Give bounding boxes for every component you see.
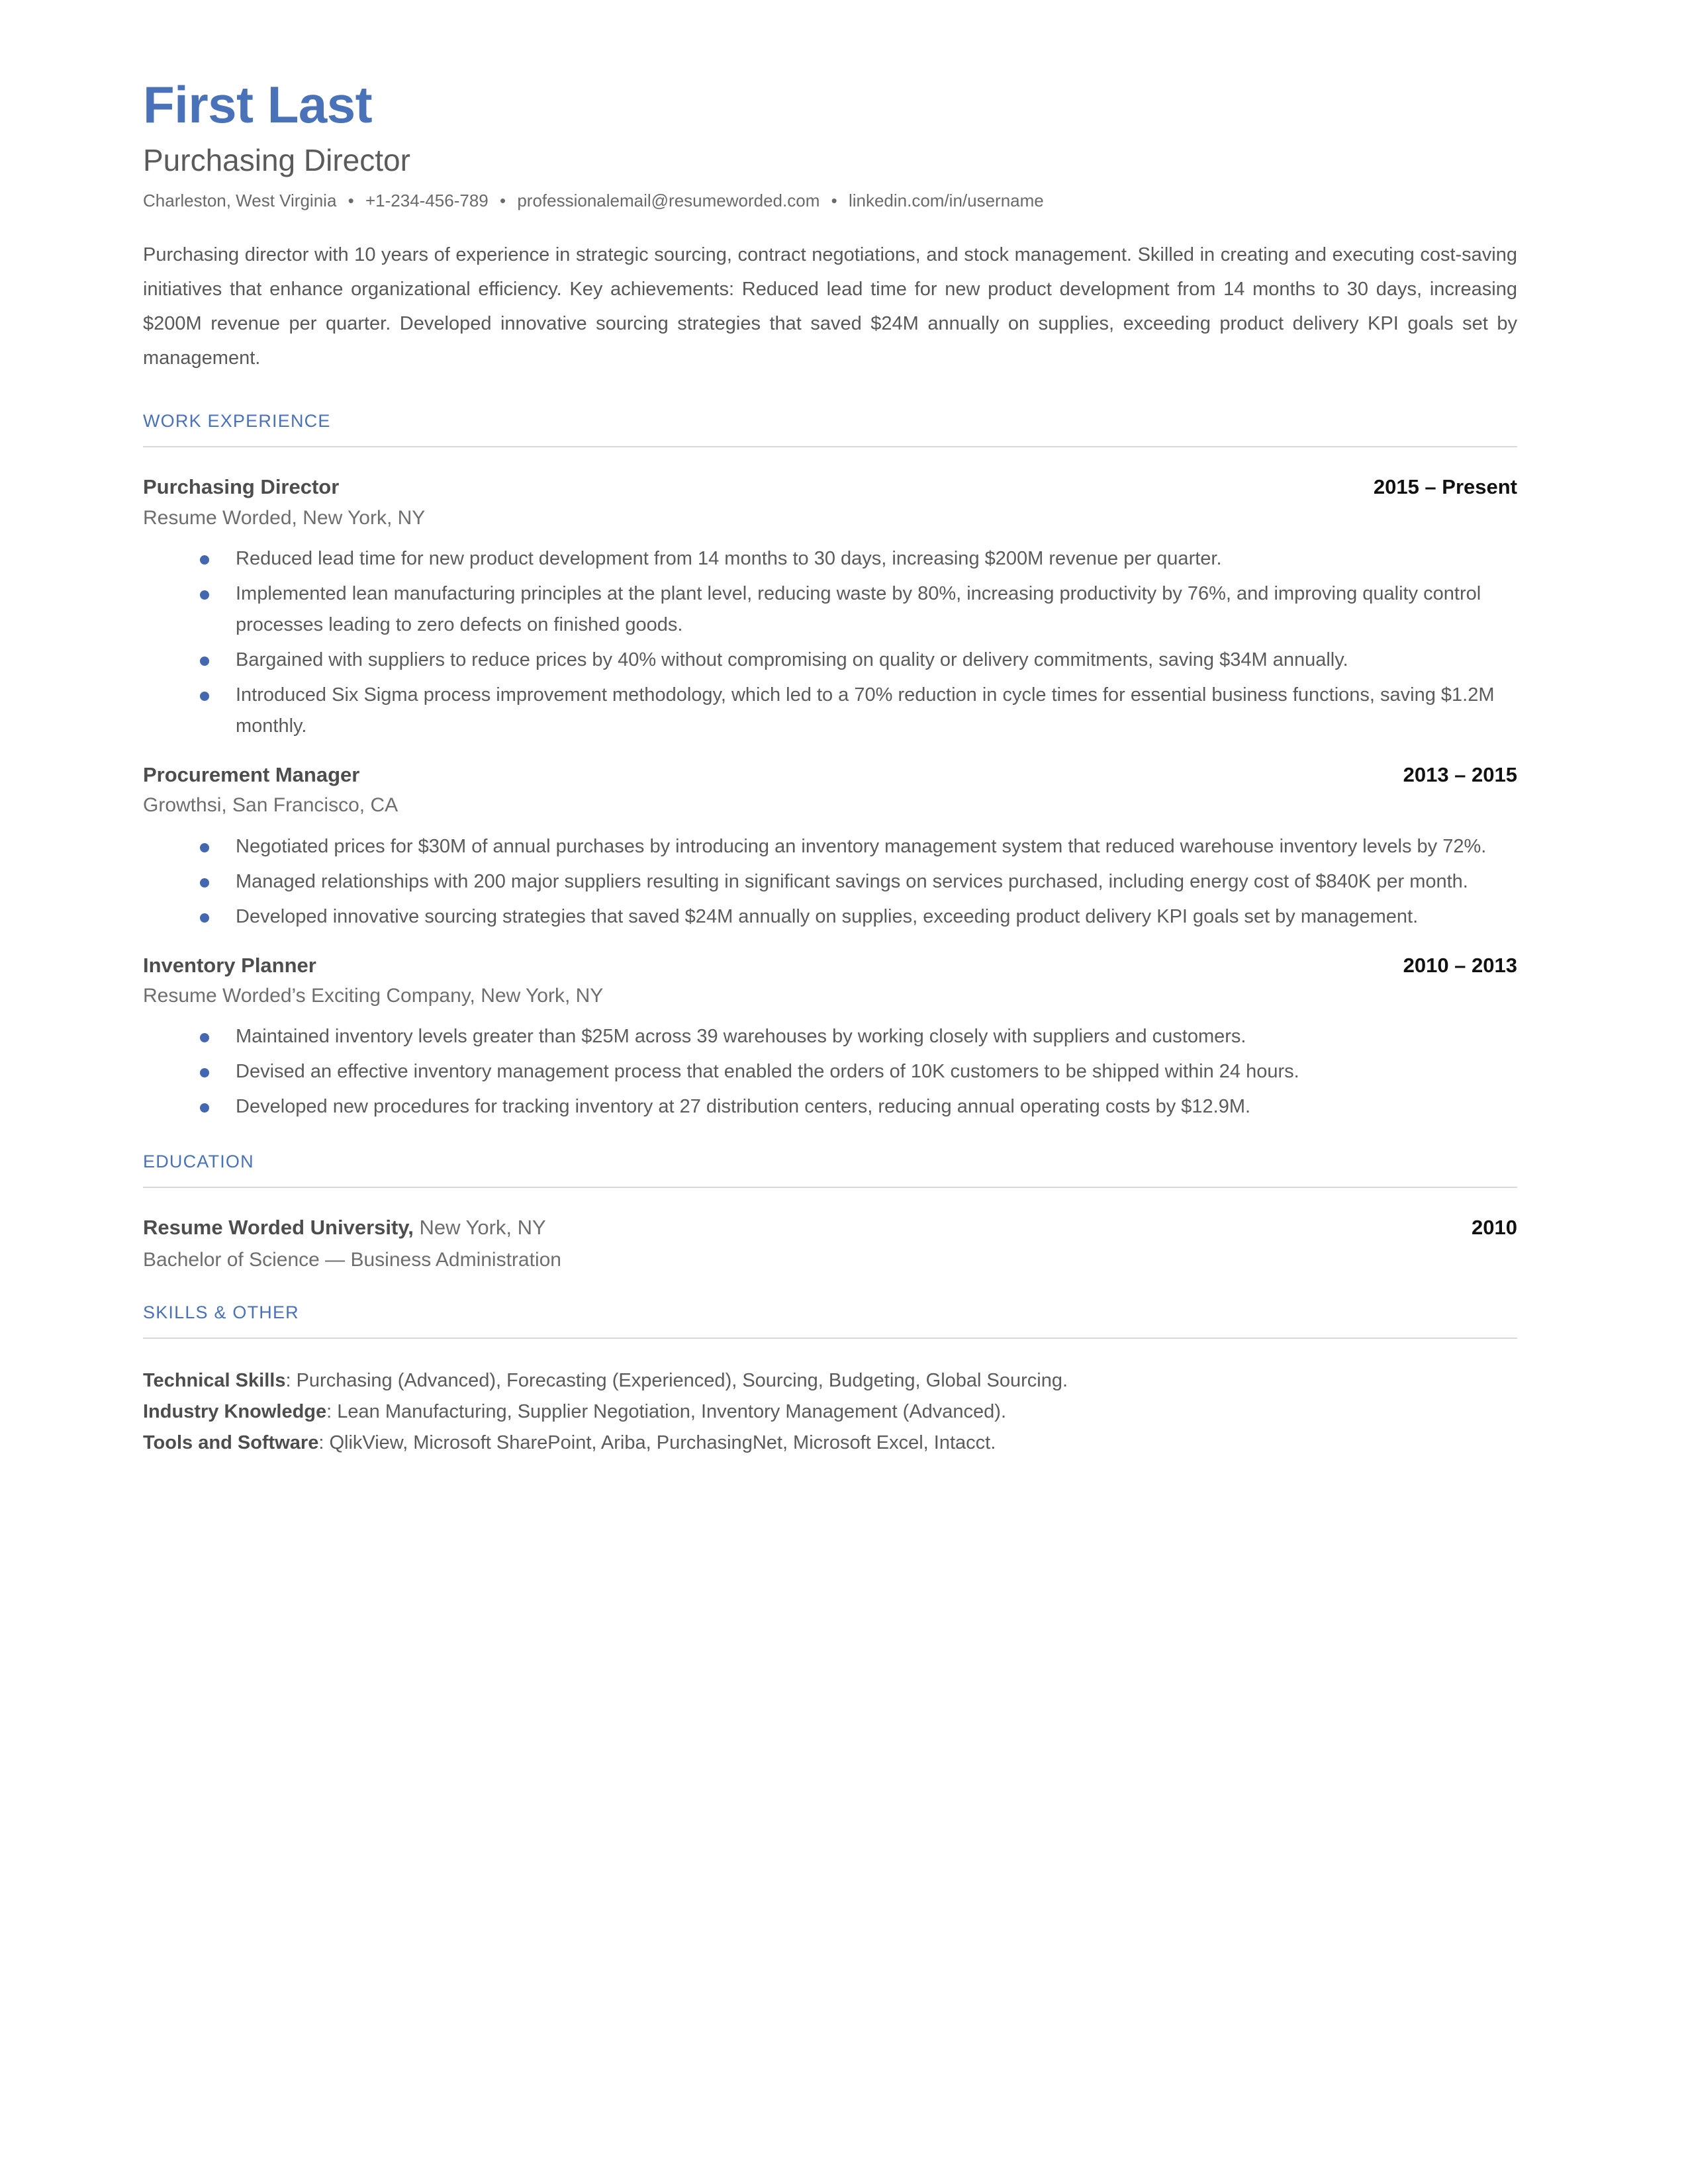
work-entry — [143, 762, 1517, 933]
resume-header — [143, 75, 1517, 212]
job-bullet-list — [143, 831, 1517, 933]
candidate-name: First Last — [143, 75, 373, 134]
candidate-headline: Purchasing Director — [143, 142, 410, 177]
job-bullet: Bargained with suppliers to reduce prices by 40% without compromising on quality or delivery commitments, saving $34M annually. — [196, 645, 1517, 676]
education-entry — [143, 1214, 1517, 1273]
skill-category-value: : QlikView, Microsoft SharePoint, Ariba, PurchasingNet, Microsoft Excel, Intacct. — [318, 1432, 996, 1454]
skill-row — [143, 1428, 1517, 1459]
contact-email[interactable]: professionalemail@resumeworded.com — [517, 190, 820, 210]
education-entry-header — [143, 1214, 1517, 1241]
contact-separator-2: • — [499, 190, 506, 210]
skill-category-label: Industry Knowledge — [143, 1401, 327, 1423]
skills-list — [143, 1365, 1517, 1459]
section-title-education: EDUCATION — [143, 1152, 254, 1172]
job-bullet: Devised an effective inventory management process that enabled the orders of 10K customers to be shipped within 24 hours. — [196, 1056, 1517, 1087]
job-company-location: Resume Worded’s Exciting Company, New York, NY — [143, 984, 604, 1007]
job-date-range: 2010 – 2013 — [1403, 953, 1517, 977]
education-school-name: Resume Worded University, — [143, 1216, 414, 1240]
section-education — [143, 1152, 1517, 1273]
work-entry-header — [143, 474, 1517, 500]
work-entry-header — [143, 952, 1517, 979]
section-title-work-experience: WORK EXPERIENCE — [143, 411, 331, 432]
section-skills — [143, 1302, 1517, 1459]
section-work-experience — [143, 411, 1517, 1122]
contact-location: Charleston, West Virginia — [143, 190, 337, 210]
job-date-range: 2013 – 2015 — [1403, 762, 1517, 786]
professional-summary: Purchasing director with 10 years of experience in strategic sourcing, contract negotiations, and stock management. Skilled in creating and executing cost-saving initiatives that enhance organizational efficiency. Key achievements: Reduced lead time for new product development from 14 months to 30 days, increasing $200M revenue per quarter. Developed innovative sourcing strategies that saved $24M annually on supplies, exceeding product delivery KPI goals set by management. — [143, 244, 1517, 369]
skill-category-label: Technical Skills — [143, 1370, 286, 1392]
work-entry-header — [143, 762, 1517, 788]
job-bullet-list — [143, 1021, 1517, 1122]
section-divider-work — [143, 446, 1517, 447]
education-date: 2010 — [1472, 1216, 1517, 1240]
job-date-range: 2015 – Present — [1373, 475, 1517, 499]
job-company-location: Growthsi, San Francisco, CA — [143, 794, 399, 817]
job-bullet-list — [143, 543, 1517, 742]
work-entry — [143, 952, 1517, 1123]
contact-phone[interactable]: +1-234-456-789 — [365, 190, 489, 210]
section-title-skills: SKILLS & OTHER — [143, 1302, 299, 1323]
education-degree: Bachelor of Science — Business Administration — [143, 1248, 561, 1271]
job-title: Purchasing Director — [143, 475, 340, 499]
job-bullet: Developed innovative sourcing strategies that saved $24M annually on supplies, exceeding product delivery KPI goals set by management. — [196, 901, 1517, 933]
work-entry — [143, 474, 1517, 742]
skill-category-label: Tools and Software — [143, 1432, 319, 1454]
job-bullet: Reduced lead time for new product development from 14 months to 30 days, increasing $200M revenue per quarter. — [196, 543, 1517, 574]
skill-category-value: : Purchasing (Advanced), Forecasting (Experienced), Sourcing, Budgeting, Global Sourcing. — [285, 1370, 1068, 1392]
job-bullet: Introduced Six Sigma process improvement methodology, which led to a 70% reduction in cycle times for essential business functions, saving $1.2M monthly. — [196, 680, 1517, 742]
job-title: Procurement Manager — [143, 762, 360, 786]
contact-separator-3: • — [831, 190, 837, 210]
skill-category-value: : Lean Manufacturing, Supplier Negotiation, Inventory Management (Advanced). — [326, 1401, 1007, 1423]
job-bullet: Negotiated prices for $30M of annual purchases by introducing an inventory management system that reduced warehouse inventory levels by 72%. — [196, 831, 1517, 862]
education-school-line — [143, 1214, 546, 1241]
job-company-location: Resume Worded, New York, NY — [143, 506, 426, 529]
job-bullet: Managed relationships with 200 major suppliers resulting in significant savings on services purchased, including energy cost of $840K per month. — [196, 866, 1517, 897]
job-bullet: Developed new procedures for tracking inventory at 27 distribution centers, reducing annual operating costs by $12.9M. — [196, 1091, 1517, 1122]
job-title: Inventory Planner — [143, 953, 316, 977]
contact-linkedin[interactable]: linkedin.com/in/username — [848, 190, 1044, 210]
contact-line — [143, 190, 1517, 212]
education-school-location: New York, NY — [413, 1216, 546, 1240]
job-bullet: Maintained inventory levels greater than $25M across 39 warehouses by working closely with suppliers and customers. — [196, 1021, 1517, 1052]
skill-row — [143, 1365, 1517, 1396]
contact-separator-1: • — [348, 190, 354, 210]
skill-row — [143, 1396, 1517, 1428]
job-bullet: Implemented lean manufacturing principles at the plant level, reducing waste by 80%, increasing productivity by 76%, and improving quality control processes leading to zero defects on finished goods. — [196, 578, 1517, 641]
section-divider-education — [143, 1187, 1517, 1188]
section-divider-skills — [143, 1338, 1517, 1339]
